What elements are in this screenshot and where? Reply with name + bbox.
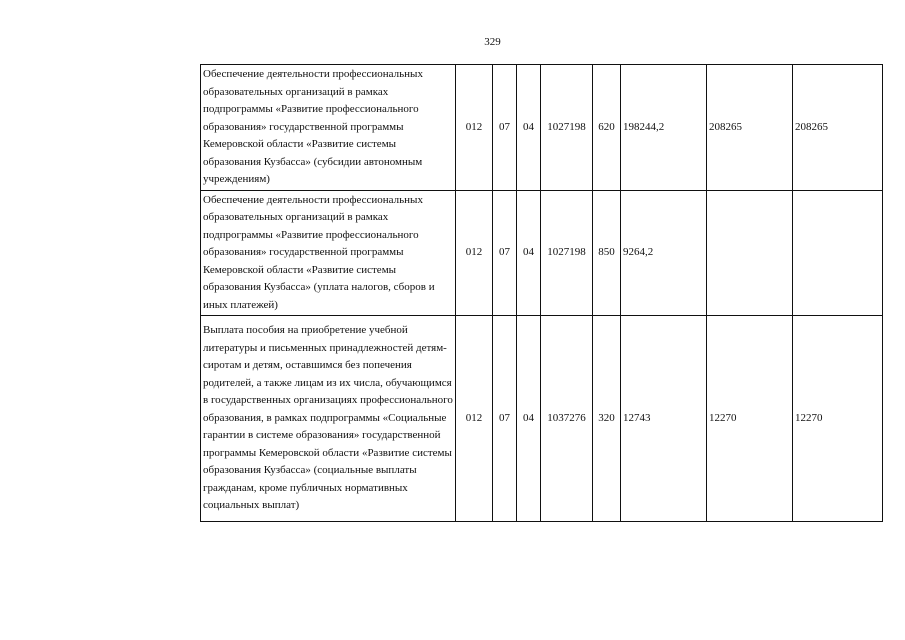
row-description-cell [201, 65, 456, 191]
ministry-code-cell: 012 [456, 65, 493, 191]
page-number: 329 [484, 36, 501, 48]
amount-year-3-cell: 208265 [793, 65, 883, 191]
table-row [201, 316, 883, 522]
ministry-code-cell: 012 [456, 190, 493, 316]
amount-year-3-cell: 12270 [793, 316, 883, 522]
row-description-cell [201, 190, 456, 316]
amount-year-3-cell [793, 190, 883, 316]
row-description: Выплата пособия на приобретение учебной литературы и письменных принадлежностей детям-сиротам и детям, оставшимся без попечения родителей, а также лицам из их числа, обучающимся в государственных организациях профессионального образования, в рамках подпрограммы «Социальные гарантии в системе образования» государственной программы Кемеровской области «Развитие системы образования Кузбасса» (социальные выплаты гражданам, кроме публичных нормативных социальных выплат) [203, 324, 453, 512]
row-description: Обеспечение деятельности профессиональных образовательных организаций в рамках подпрограммы «Развитие профессионального образования» государственной программы Кемеровской области «Развитие системы образования Кузбасса» (уплата налогов, сборов и иных платежей) [203, 193, 435, 311]
subsection-code-cell: 04 [517, 316, 541, 522]
amount-year-1-cell: 9264,2 [621, 190, 707, 316]
budget-table [200, 64, 883, 522]
section-code-cell: 07 [493, 316, 517, 522]
row-description: Обеспечение деятельности профессиональных образовательных организаций в рамках подпрограммы «Развитие профессионального образования» государственной программы Кемеровской области «Развитие системы образования Кузбасса» (субсидии автономным учреждениям) [203, 68, 423, 185]
expense-type-cell: 850 [593, 190, 621, 316]
row-description-cell [201, 316, 456, 522]
ministry-code-cell: 012 [456, 316, 493, 522]
target-article-cell: 1027198 [541, 190, 593, 316]
expense-type-cell: 620 [593, 65, 621, 191]
table-row [201, 190, 883, 316]
amount-year-2-cell [707, 190, 793, 316]
table-row [201, 65, 883, 191]
amount-year-2-cell: 12270 [707, 316, 793, 522]
subsection-code-cell: 04 [517, 65, 541, 191]
subsection-code-cell: 04 [517, 190, 541, 316]
expense-type-cell: 320 [593, 316, 621, 522]
section-code-cell: 07 [493, 190, 517, 316]
amount-year-1-cell: 12743 [621, 316, 707, 522]
amount-year-2-cell: 208265 [707, 65, 793, 191]
target-article-cell: 1027198 [541, 65, 593, 191]
section-code-cell: 07 [493, 65, 517, 191]
target-article-cell: 1037276 [541, 316, 593, 522]
amount-year-1-cell: 198244,2 [621, 65, 707, 191]
